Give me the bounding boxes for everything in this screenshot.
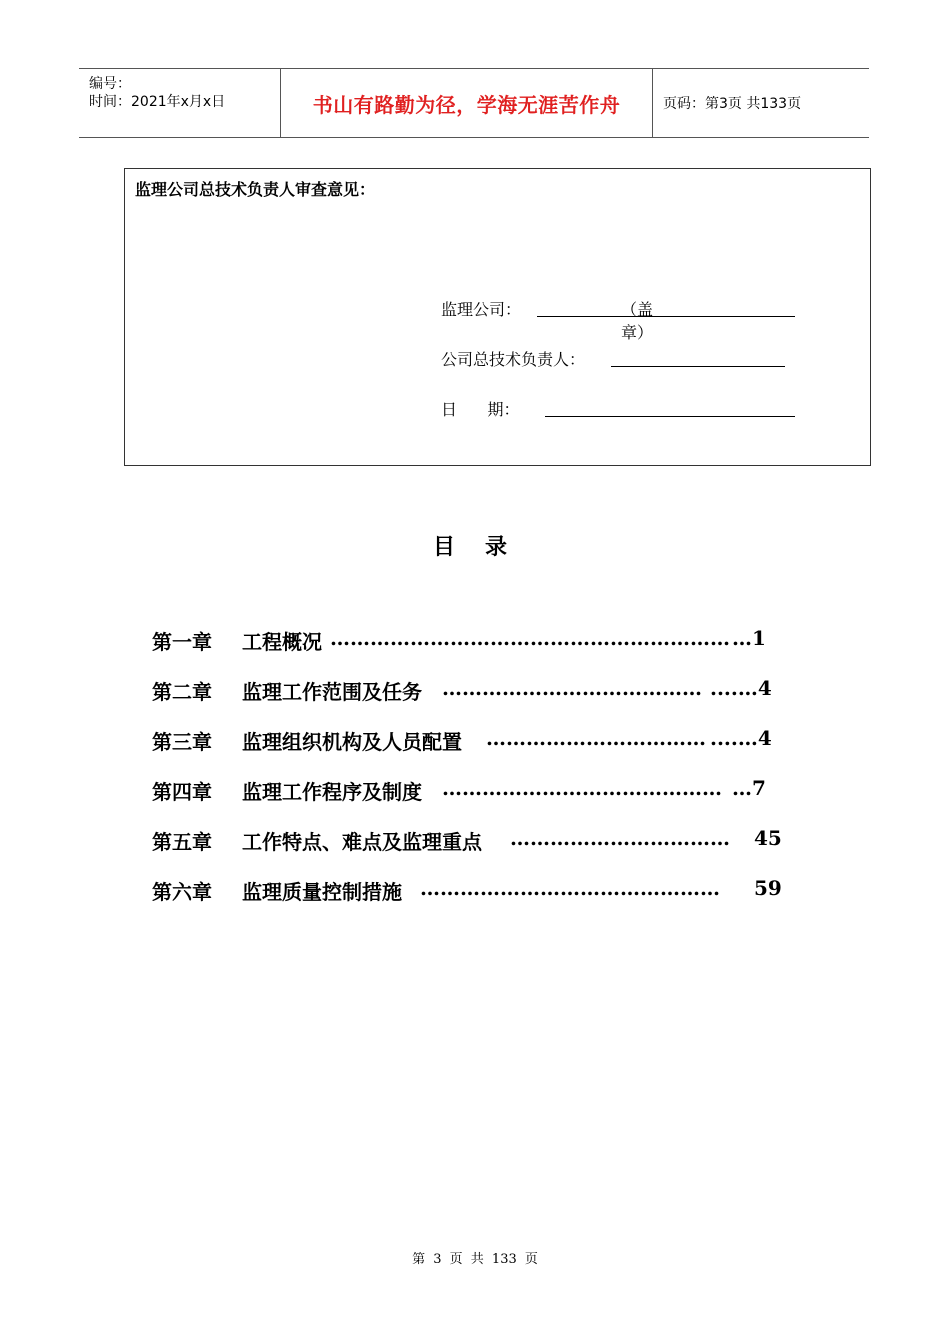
header-motto: 书山有路勤为径，学海无涯苦作舟 — [312, 92, 621, 117]
toc-leader-dots: ……………………………………… — [420, 876, 720, 900]
toc-page-number: 45 — [754, 826, 782, 850]
tech-lead-signature-line — [611, 366, 785, 367]
toc-page-number: ....…4 — [710, 676, 772, 700]
toc-chapter-name: 监理质量控制措施 — [242, 880, 402, 904]
header-motto-cell — [281, 69, 653, 137]
company-signature-line — [537, 316, 795, 317]
date-label: 日 期： — [441, 400, 520, 419]
toc-chapter: 第五章 — [152, 830, 212, 854]
toc-page-number: ....…4 — [710, 726, 772, 750]
seal-label: （盖章） — [621, 300, 654, 342]
date-signature-row — [441, 397, 520, 420]
toc-leader-dots: …………………………………… — [442, 776, 722, 800]
toc-leader-dots: …………………………… — [486, 726, 706, 750]
toc-leader-dots: ………………………………… — [442, 676, 702, 700]
toc-chapter: 第二章 — [152, 680, 212, 704]
toc-chapter-name: 监理工作范围及任务 — [242, 680, 422, 704]
review-opinion-box — [124, 168, 871, 466]
toc-chapter-name: 工程概况 — [242, 630, 322, 654]
header-meta-cell — [79, 69, 281, 137]
review-title: 监理公司总技术负责人审查意见： — [135, 180, 376, 199]
toc-chapter-name: 监理工作程序及制度 — [242, 780, 422, 804]
toc-title: 目录 — [432, 535, 537, 560]
company-signature-row — [441, 297, 654, 342]
toc-chapter: 第三章 — [152, 730, 212, 754]
company-label: 监理公司： — [441, 300, 522, 319]
toc-page-number: 59 — [754, 876, 782, 900]
toc-page-number: …1 — [732, 626, 766, 650]
tech-lead-label: 公司总技术负责人： — [441, 350, 586, 369]
toc-chapter: 第一章 — [152, 630, 212, 654]
toc-chapter: 第四章 — [152, 780, 212, 804]
toc-chapter: 第六章 — [152, 880, 212, 904]
doc-time-label: 时间：2021年x月x日 — [89, 94, 226, 110]
tech-lead-signature-row — [441, 347, 585, 370]
date-signature-line — [545, 416, 795, 417]
toc-chapter-name: 监理组织机构及人员配置 — [242, 730, 462, 754]
toc-page-number: …7 — [732, 776, 766, 800]
toc-leader-dots: …………………………… — [510, 826, 730, 850]
toc-leader-dots: …………………………………………………… — [330, 626, 730, 650]
page-header — [79, 68, 869, 138]
page-footer: 第 3 页 共 133 页 — [412, 1252, 538, 1267]
toc-chapter-name: 工作特点、难点及监理重点 — [242, 830, 482, 854]
doc-number-label: 编号： — [89, 76, 131, 92]
header-page-info: 页码：第3页 共133页 — [663, 96, 802, 112]
header-page-cell — [653, 69, 869, 137]
